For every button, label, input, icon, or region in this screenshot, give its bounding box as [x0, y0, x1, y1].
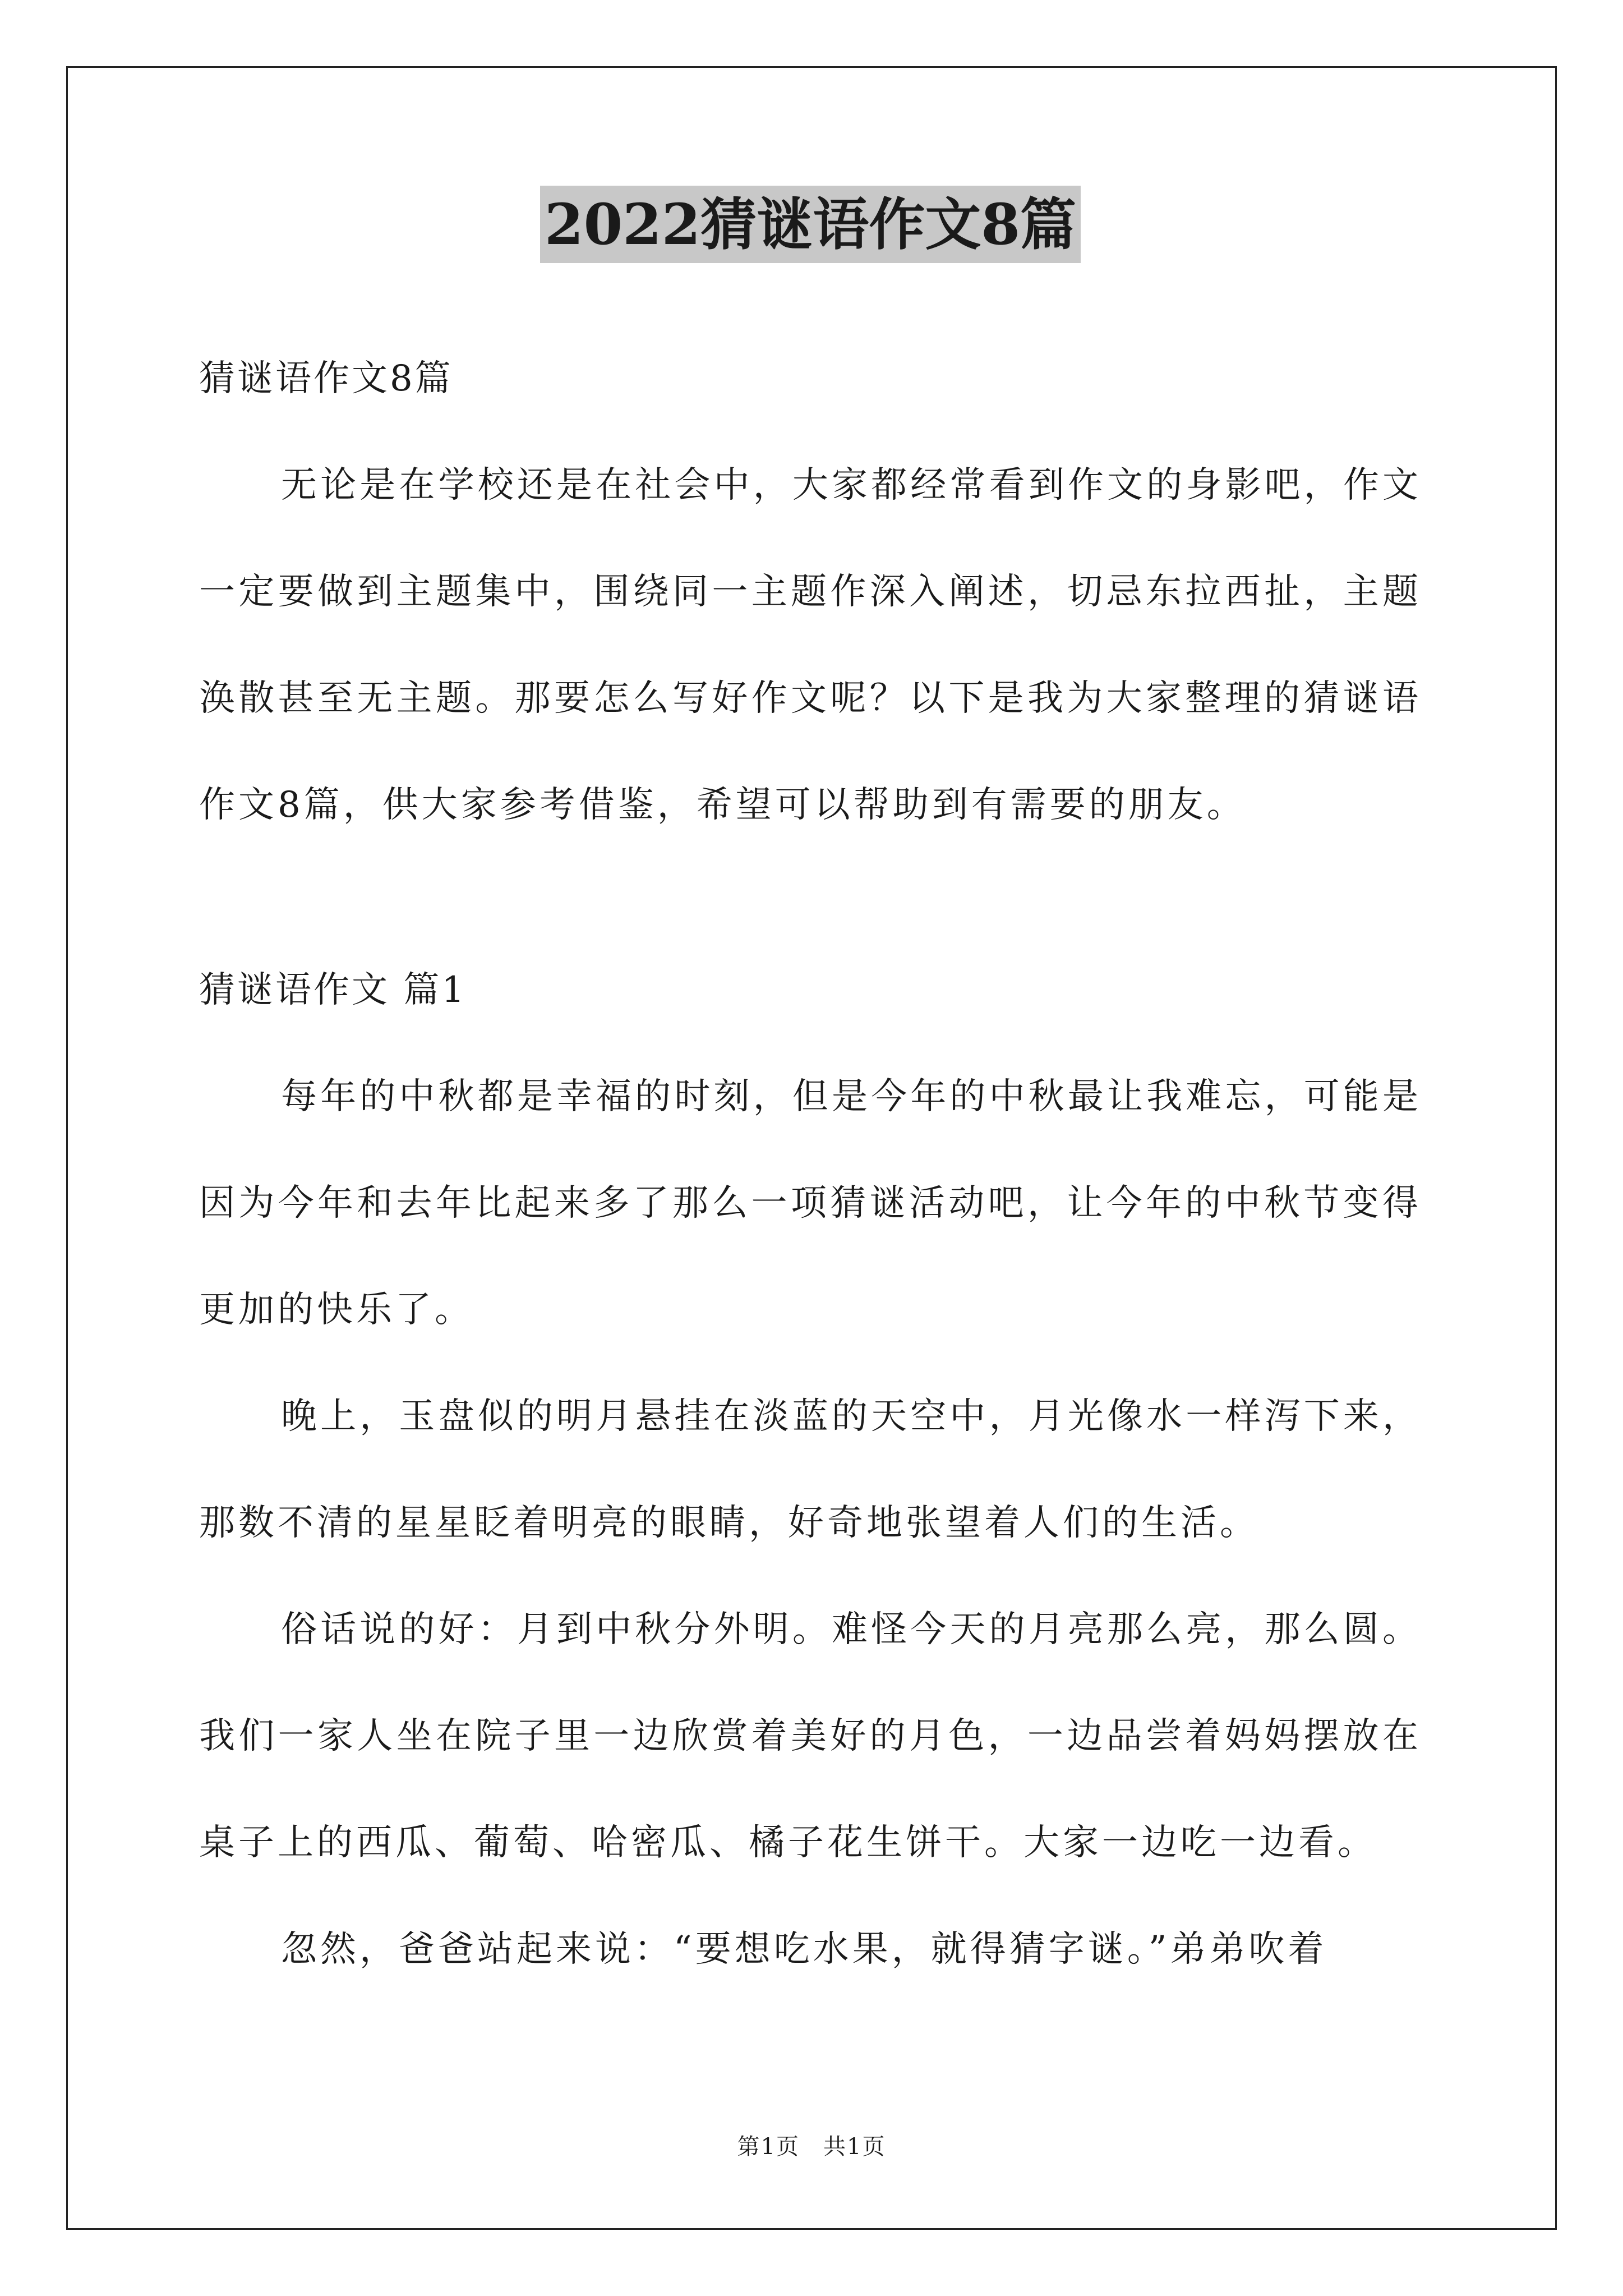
document-title	[199, 191, 1422, 258]
section-heading: 猜谜语作文 篇1	[199, 969, 467, 1011]
paragraph: 每年的中秋都是幸福的时刻，但是今年的中秋最让我难忘，可能是因为今年和去年比起来多了那么一项猜谜活动吧，让今年的中秋节变得更加的快乐了。	[199, 1076, 1422, 1331]
document-body	[199, 191, 1422, 2003]
paragraph: 忽然，爸爸站起来说：“要想吃水果，就得猜字谜。”弟弟吹着	[281, 1929, 1327, 1970]
title-text: 2022猜谜语作文8篇	[540, 186, 1081, 263]
section-gap	[199, 858, 1422, 937]
page-footer: 第1页 共1页	[737, 2134, 886, 2160]
intro-paragraph: 无论是在学校还是在社会中，大家都经常看到作文的身影吧，作文一定要做到主题集中，围绕同一主题作深入阐述，切忌东拉西扯，主题涣散甚至无主题。那要怎么写好作文呢？以下是我为大家整理的猜谜语作文8篇，供大家参考借鉴，希望可以帮助到有需要的朋友。	[199, 464, 1422, 826]
paragraph: 俗话说的好：月到中秋分外明。难怪今天的月亮那么亮，那么圆。我们一家人坐在院子里一边欣赏着美好的月色，一边品尝着妈妈摆放在桌子上的西瓜、葡萄、哈密瓜、橘子花生饼干。大家一边吃一边看。	[199, 1609, 1422, 1864]
paragraph: 晚上，玉盘似的明月悬挂在淡蓝的天空中，月光像水一样泻下来，那数不清的星星眨着明亮的眼睛，好奇地张望着人们的生活。	[199, 1396, 1422, 1544]
document-subtitle: 猜谜语作文8篇	[199, 358, 453, 399]
